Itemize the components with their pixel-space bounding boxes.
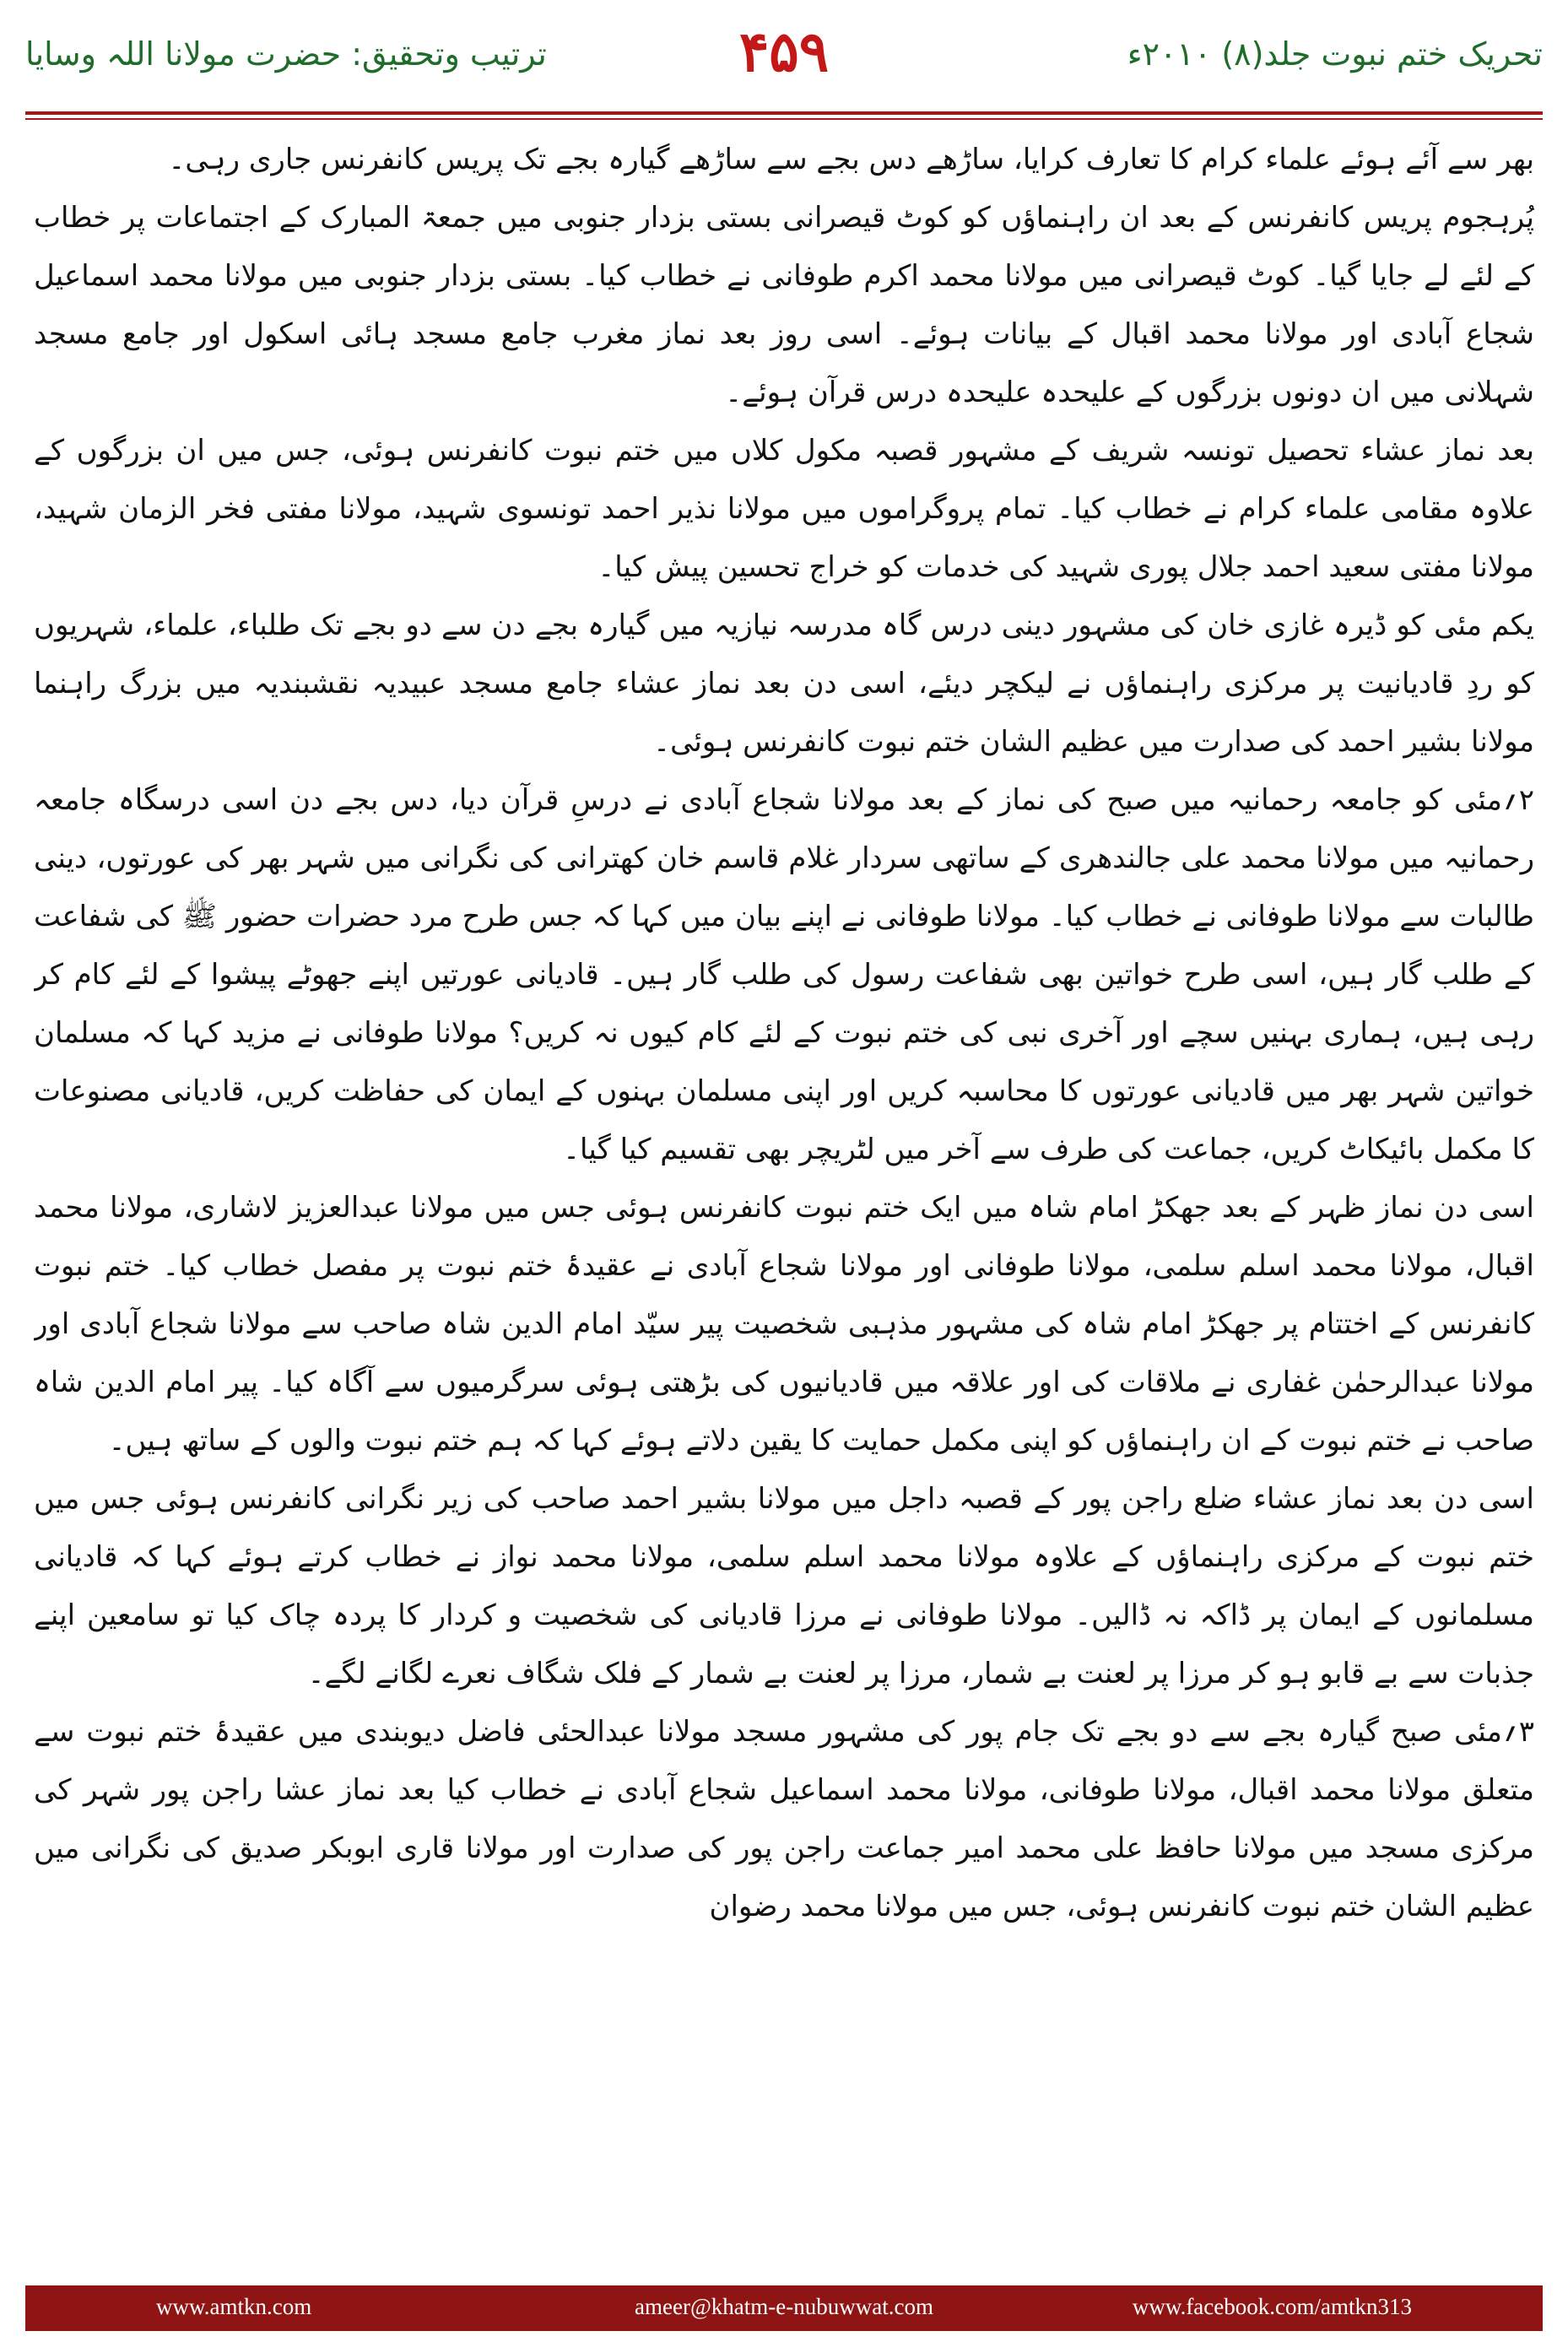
paragraph: ۳؍مئی صبح گیارہ بجے سے دو بجے تک جام پور کی مشہور مسجد مولانا عبدالحئی فاضل دیوبندی میں عقیدۂ ختم نبوت سے متعلق مولانا محمد اقبال، مولانا طوفانی، مولانا محمد اسماعیل شجاع آبادی نے خطاب کیا بعد نماز عشا راجن پور شہر کی مرکزی مسجد میں مولانا حافظ علی محمد امیر جماعت راجن پور کی صدارت اور مولانا قاری ابوبکر صدیق کی نگرانی میں عظیم الشان ختم نبوت کانفرنس ہوئی، جس میں مولانا محمد رضوان	[34, 1715, 1534, 1923]
paragraph: اسی دن نماز ظہر کے بعد جھکڑ امام شاہ میں ایک ختم نبوت کانفرنس ہوئی جس میں مولانا عبدالعزیز لاشاری، مولانا محمد اقبال، مولانا محمد اسلم سلمی، مولانا طوفانی اور مولانا شجاع آبادی نے عقیدۂ ختم نبوت پر مفصل خطاب کیا۔ ختم نبوت کانفرنس کے اختتام پر جھکڑ امام شاہ کی مشہور مذہبی شخصیت پیر سیّد امام الدین شاہ صاحب سے مولانا شجاع آبادی اور مولانا عبدالرحمٰن غفاری نے ملاقات کی اور علاقہ میں قادیانیوں کی بڑھتی ہوئی سرگرمیوں سے آگاہ کیا۔ پیر امام الدین شاہ صاحب نے ختم نبوت کے ان راہنماؤں کو اپنی مکمل حمایت کا یقین دلاتے ہوئے کہا کہ ہم ختم نبوت والوں کے ساتھ ہیں۔	[34, 1191, 1534, 1458]
paragraph: ۲؍مئی کو جامعہ رحمانیہ میں صبح کی نماز کے بعد مولانا شجاع آبادی نے درسِ قرآن دیا، دس بجے دن اسی درسگاہ جامعہ رحمانیہ میں مولانا محمد علی جالندھری کے ساتھی سردار غلام قاسم خان کھترانی کی نگرانی میں شہر بھر کی عورتوں، دینی طالبات سے مولانا طوفانی نے خطاب کیا۔ مولانا طوفانی نے اپنے بیان میں کہا کہ جس طرح مرد حضرات حضور ﷺ کی شفاعت کے طلب گار ہیں، اسی طرح خواتین بھی شفاعت رسول کی طلب گار ہیں۔ قادیانی عورتیں اپنے جھوٹے پیشوا کے لئے کام کر رہی ہیں، ہماری بہنیں سچے اور آخری نبی کی ختم نبوت کے لئے کام کیوں نہ کریں؟ مولانا طوفانی نے مزید کہا کہ مسلمان خواتین شہر بھر میں قادیانی عورتوں کا محاسبہ کریں اور اپنی مسلمان بہنوں کے ایمان کی حفاظت کریں، قادیانی مصنوعات کا مکمل بائیکاٹ کریں، جماعت کی طرف سے آخر میں لٹریچر بھی تقسیم کیا گیا۔	[34, 783, 1534, 1166]
header-divider	[25, 111, 1543, 115]
article-body	[34, 131, 1534, 2274]
facebook-link[interactable]: www.facebook.com/amtkn313	[1132, 2294, 1412, 2319]
compiler-credit: ترتیب وتحقیق: حضرت مولانا اللہ وسایا	[25, 35, 547, 73]
paragraph: بھر سے آئے ہوئے علماء کرام کا تعارف کرایا، ساڑھے دس بجے سے ساڑھے گیارہ بجے تک پریس کانفرنس جاری رہی۔	[168, 143, 1534, 176]
paragraph: پُرہجوم پریس کانفرنس کے بعد ان راہنماؤں کو کوٹ قیصرانی بستی بزدار جنوبی میں جمعۃ المبارک کے اجتماعات پر خطاب کے لئے لے جایا گیا۔ کوٹ قیصرانی میں مولانا محمد اکرم طوفانی نے خطاب کیا۔ بستی بزدار جنوبی میں مولانا محمد اسماعیل شجاع آبادی اور مولانا محمد اقبال کے بیانات ہوئے۔ اسی روز بعد نماز مغرب جامع مسجد ہائی اسکول اور جامع مسجد شہلانی میں ان دونوں بزرگوں کے علیحدہ علیحدہ درس قرآن ہوئے۔	[34, 201, 1534, 409]
page-header	[25, 19, 1543, 111]
header-divider-thin	[25, 118, 1543, 120]
page-number: ۴۵۹	[738, 19, 830, 84]
email-link[interactable]: ameer@khatm-e-nubuwwat.com	[635, 2294, 933, 2319]
paragraph: بعد نماز عشاء تحصیل تونسہ شریف کے مشہور قصبہ مکول کلاں میں ختم نبوت کانفرنس ہوئی، جس میں ان بزرگوں کے علاوہ مقامی علماء کرام نے خطاب کیا۔ تمام پروگراموں میں مولانا نذیر احمد تونسوی شہید، مولانا مفتی فخر الزمان شہید، مولانا مفتی سعید احمد جلال پوری شہید کی خدمات کو خراج تحسین پیش کیا۔	[34, 434, 1534, 584]
page-footer	[25, 2285, 1543, 2331]
website-link[interactable]: www.amtkn.com	[156, 2294, 312, 2319]
book-title: تحریک ختم نبوت جلد(۸) ۲۰۱۰ء	[1127, 35, 1543, 73]
paragraph: یکم مئی کو ڈیرہ غازی خان کی مشہور دینی درس گاہ مدرسہ نیازیہ میں گیارہ بجے دن سے دو بجے تک طلباء، علماء، شہریوں کو ردِ قادیانیت پر مرکزی راہنماؤں نے لیکچر دیئے، اسی دن بعد نماز عشاء جامع مسجد عبیدیہ نقشبندیہ میں بزرگ راہنما مولانا بشیر احمد کی صدارت میں عظیم الشان ختم نبوت کانفرنس ہوئی۔	[34, 608, 1534, 759]
paragraph: اسی دن بعد نماز عشاء ضلع راجن پور کے قصبہ داجل میں مولانا بشیر احمد صاحب کی زیر نگرانی کانفرنس ہوئی جس میں ختم نبوت کے مرکزی راہنماؤں کے علاوہ مولانا محمد اسلم سلمی، مولانا محمد نواز نے خطاب کرتے ہوئے کہا کہ قادیانی مسلمانوں کے ایمان پر ڈاکہ نہ ڈالیں۔ مولانا طوفانی نے مرزا قادیانی کی شخصیت و کردار کا پردہ چاک کیا تو سامعین اپنے جذبات سے بے قابو ہو کر مرزا پر لعنت بے شمار، مرزا پر لعنت بے شمار کے فلک شگاف نعرے لگانے لگے۔	[34, 1482, 1534, 1690]
